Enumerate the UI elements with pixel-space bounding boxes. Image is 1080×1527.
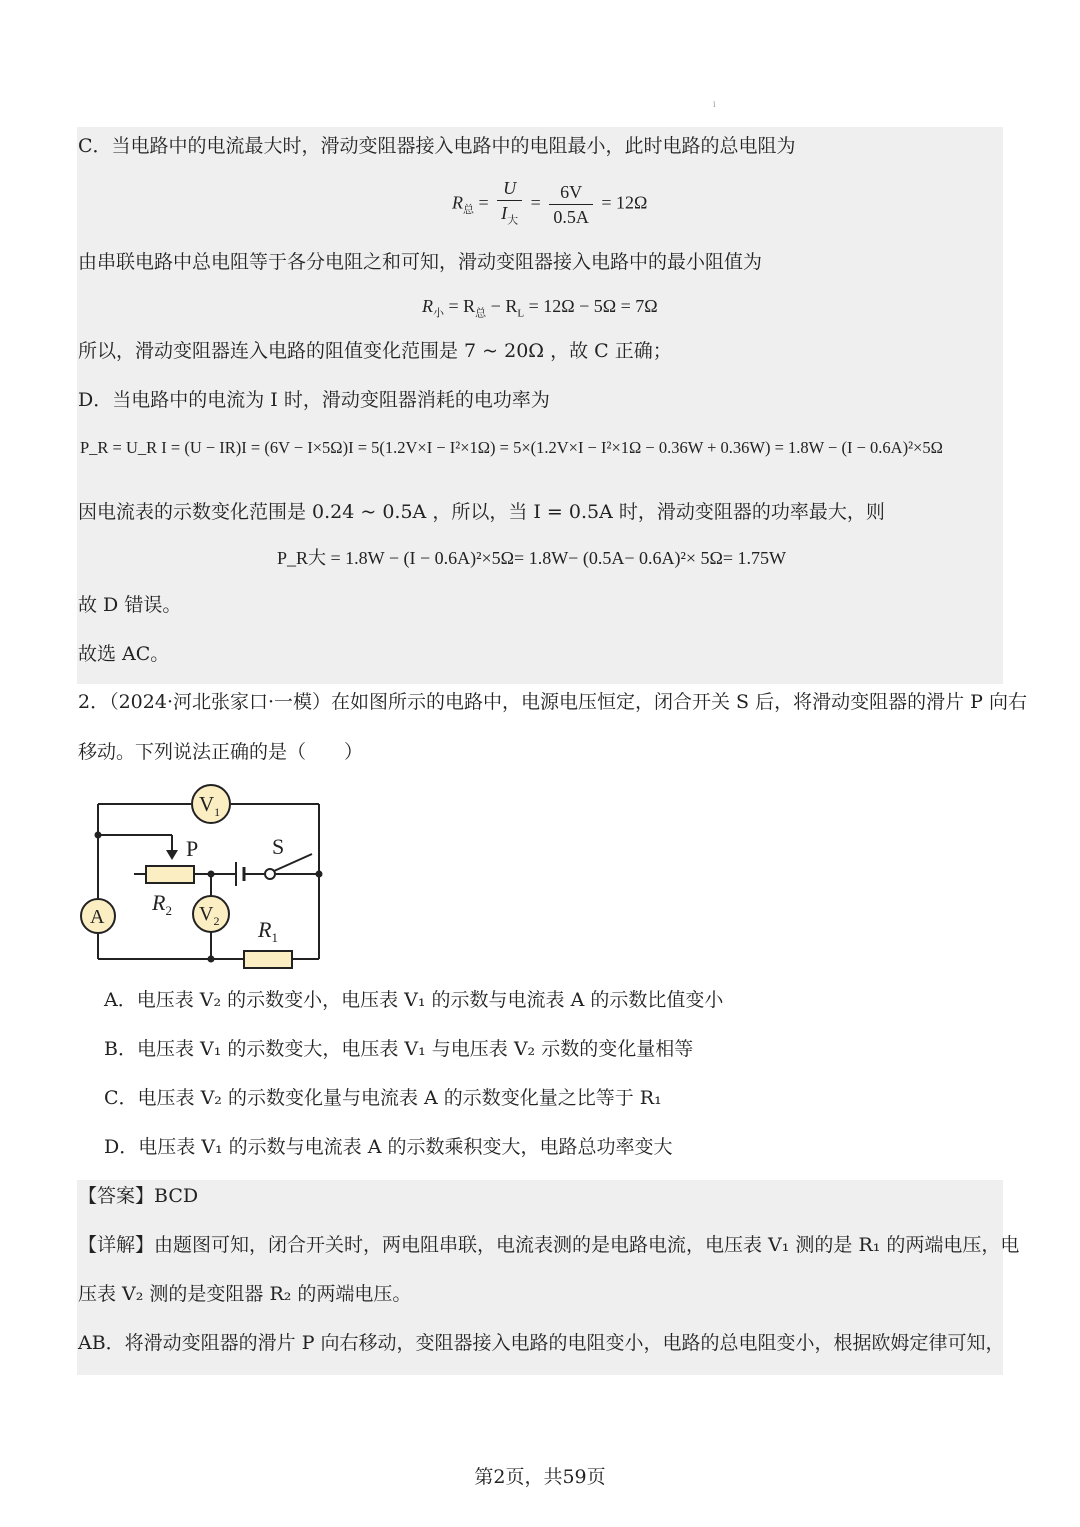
solution-line-d-wrong: 故 D 错误。 xyxy=(78,594,182,616)
page-footer: 第2页，共59页 xyxy=(474,1466,606,1488)
equation-power: P_R = U_R I = (U − IR)I = (6V − I×5Ω)I = 5(1.2V×I − I²×1Ω) = 5×(1.2V×I − I²×1Ω − 0.36W + 0.36W) = 1.8W − (I − 0.6A)²×5Ω xyxy=(80,438,943,457)
option-b: B．电压表 V₁ 的示数变大，电压表 V₁ 与电压表 V₂ 示数的变化量相等 xyxy=(104,1038,694,1060)
option-a: A．电压表 V₂ 的示数变小，电压表 V₁ 的示数与电流表 A 的示数比值变小 xyxy=(104,989,724,1011)
option-d: D．电压表 V₁ 的示数与电流表 A 的示数乘积变大，电路总功率变大 xyxy=(104,1136,673,1158)
s-label: S xyxy=(272,834,285,859)
v1-label: $V_1$ xyxy=(199,792,221,819)
detail-line-2: 压表 V₂ 测的是变阻器 R₂ 的两端电压。 xyxy=(78,1283,412,1305)
junction-dot xyxy=(208,956,215,963)
solution-line-c: C．当电路中的电流最大时，滑动变阻器接入电路中的电阻最小，此时电路的总电阻为 xyxy=(78,135,796,157)
junction-dot xyxy=(208,871,215,878)
solution-line-d: D．当电路中的电流为 I 时，滑动变阻器消耗的电功率为 xyxy=(78,389,550,411)
detail-ab-line: AB．将滑动变阻器的滑片 P 向右移动，变阻器接入电路的电阻变小，电路的总电阻变小，根据欧姆定律可知， xyxy=(78,1332,1005,1354)
switch-pivot xyxy=(265,869,275,879)
resistor-r1 xyxy=(244,951,292,968)
resistor-r2 xyxy=(146,866,194,883)
solution-line-choose: 故选 AC。 xyxy=(78,643,170,665)
detail-line-1: 【详解】由题图可知，闭合开关时，两电阻串联，电流表测的是电路电流，电压表 V₁ 测的是 R₁ 的两端电压，电 xyxy=(78,1234,1020,1256)
answer-line: 【答案】BCD xyxy=(78,1185,199,1207)
equation-max-power: P_R大 = 1.8W − (I − 0.6A)²×5Ω= 1.8W− (0.5A− 0.6A)²× 5Ω= 1.75W xyxy=(277,548,787,568)
question-2-stem-line2: 移动。下列说法正确的是（ ） xyxy=(78,741,364,763)
equation-min-resistance: $R_小 = R_总 - R_L = 12\Omega - 5\Omega = 7\Omega$ xyxy=(422,296,658,320)
equation-total-resistance: $R_总$ = $\frac{U}{I_大}$ = $\frac{6V}{0.5A}$ = 12Ω xyxy=(452,178,648,227)
solution-line-series: 由串联电路中总电阻等于各分电阻之和可知，滑动变阻器接入电路中的最小阻值为 xyxy=(78,251,763,273)
circuit-diagram xyxy=(74,784,334,974)
junction-dot xyxy=(95,832,102,839)
r1-label: $R_1$ xyxy=(258,917,278,945)
page-mark: ⅰ xyxy=(713,100,716,109)
r2-label: $R_2$ xyxy=(152,890,172,918)
option-c: C．电压表 V₂ 的示数变化量与电流表 A 的示数变化量之比等于 R₁ xyxy=(104,1087,662,1109)
question-2-stem-line1: 2．（2024·河北张家口·一模）在如图所示的电路中，电源电压恒定，闭合开关 S 后，将滑动变阻器的滑片 P 向右 xyxy=(78,691,1027,713)
junction-dot xyxy=(316,871,323,878)
p-label: P xyxy=(186,836,199,861)
solution-line-because: 因电流表的示数变化范围是 0.24 ~ 0.5A ，所以，当 I = 0.5A 时，滑动变阻器的功率最大，则 xyxy=(78,501,885,523)
v2-label: $V_2$ xyxy=(199,903,220,928)
a-label: A xyxy=(90,906,105,928)
solution-line-range: 所以，滑动变阻器连入电路的阻值变化范围是 7 ~ 20Ω ，故 C 正确； xyxy=(78,340,672,362)
